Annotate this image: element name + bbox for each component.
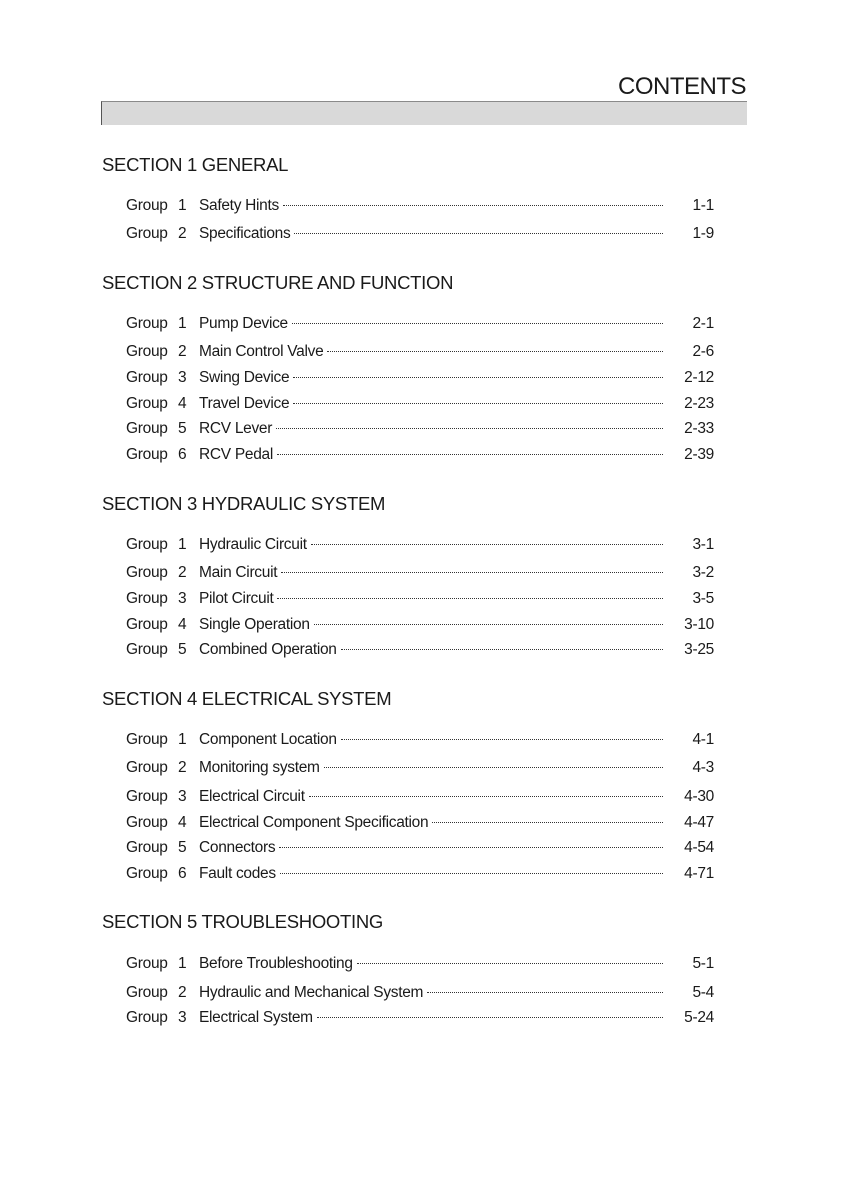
group-word: Group xyxy=(126,395,168,412)
group-word: Group xyxy=(126,759,168,776)
page-number: 5-24 xyxy=(684,1009,714,1026)
entry-title: Swing Device xyxy=(199,369,290,386)
page-number: 4-71 xyxy=(684,865,714,882)
group-word: Group xyxy=(126,814,168,831)
group-number: 3 xyxy=(178,590,187,607)
toc-entry[interactable] xyxy=(126,1008,742,1028)
group-word: Group xyxy=(126,197,168,214)
page-number: 1-9 xyxy=(692,225,714,242)
entry-title: Single Operation xyxy=(199,616,310,633)
page-number: 3-10 xyxy=(684,616,714,633)
group-number: 3 xyxy=(178,1009,187,1026)
entry-title: Hydraulic and Mechanical System xyxy=(199,984,424,1001)
page-number: 2-12 xyxy=(684,369,714,386)
entry-title: Combined Operation xyxy=(199,641,337,658)
dot-leader xyxy=(432,822,663,823)
dot-leader xyxy=(293,377,663,378)
dot-leader xyxy=(294,233,663,234)
dot-leader xyxy=(277,454,663,455)
entry-title: Component Location xyxy=(199,731,337,748)
dot-leader xyxy=(317,1017,663,1018)
entry-title: Electrical Circuit xyxy=(199,788,305,805)
page-number: 2-6 xyxy=(692,343,714,360)
entry-title: Main Control Valve xyxy=(199,343,324,360)
entry-title: Before Troubleshooting xyxy=(199,955,353,972)
dot-leader xyxy=(283,205,663,206)
entry-title: Electrical Component Specification xyxy=(199,814,429,831)
dot-leader xyxy=(309,796,663,797)
entry-title: Main Circuit xyxy=(199,564,278,581)
dot-leader xyxy=(341,739,663,740)
group-number: 6 xyxy=(178,865,187,882)
toc-entry[interactable] xyxy=(126,314,742,334)
page-number: 3-1 xyxy=(692,536,714,553)
group-number: 2 xyxy=(178,984,187,1001)
group-number: 5 xyxy=(178,420,187,437)
dot-leader xyxy=(314,624,663,625)
dot-leader xyxy=(279,847,663,848)
page-number: 4-54 xyxy=(684,839,714,856)
dot-leader xyxy=(293,403,663,404)
group-number: 2 xyxy=(178,564,187,581)
section-title: SECTION 2 STRUCTURE AND FUNCTION xyxy=(102,272,454,293)
toc-entry[interactable] xyxy=(126,535,742,555)
title-bar xyxy=(101,101,747,125)
toc-entry[interactable] xyxy=(126,589,742,609)
section-title: SECTION 3 HYDRAULIC SYSTEM xyxy=(102,493,386,514)
group-number: 2 xyxy=(178,343,187,360)
toc-entry[interactable] xyxy=(126,445,742,465)
dot-leader xyxy=(292,323,663,324)
dot-leader xyxy=(341,649,663,650)
group-number: 3 xyxy=(178,788,187,805)
toc-entry[interactable] xyxy=(126,615,742,635)
entry-title: Fault codes xyxy=(199,865,276,882)
toc-entry[interactable] xyxy=(126,758,742,778)
toc-entry[interactable] xyxy=(126,813,742,833)
group-number: 5 xyxy=(178,839,187,856)
group-number: 1 xyxy=(178,315,187,332)
group-word: Group xyxy=(126,1009,168,1026)
section-title: SECTION 5 TROUBLESHOOTING xyxy=(102,911,384,932)
group-word: Group xyxy=(126,955,168,972)
page-number: 3-2 xyxy=(692,564,714,581)
group-number: 6 xyxy=(178,446,187,463)
page-number: 3-25 xyxy=(684,641,714,658)
page-number: 2-1 xyxy=(692,315,714,332)
page-title: CONTENTS xyxy=(618,73,746,100)
dot-leader xyxy=(277,598,663,599)
group-word: Group xyxy=(126,564,168,581)
group-number: 5 xyxy=(178,641,187,658)
dot-leader xyxy=(324,767,663,768)
group-word: Group xyxy=(126,446,168,463)
group-word: Group xyxy=(126,420,168,437)
toc-entry[interactable] xyxy=(126,864,742,884)
dot-leader xyxy=(357,963,663,964)
toc-entry[interactable] xyxy=(126,419,742,439)
page-number: 2-39 xyxy=(684,446,714,463)
group-word: Group xyxy=(126,315,168,332)
entry-title: Connectors xyxy=(199,839,276,856)
group-number: 4 xyxy=(178,814,187,831)
page-number: 2-33 xyxy=(684,420,714,437)
group-word: Group xyxy=(126,641,168,658)
section-title: SECTION 4 ELECTRICAL SYSTEM xyxy=(102,688,392,709)
toc-entry[interactable] xyxy=(126,983,742,1003)
group-number: 4 xyxy=(178,616,187,633)
toc-entry[interactable] xyxy=(126,563,742,583)
dot-leader xyxy=(276,428,663,429)
toc-entry[interactable] xyxy=(126,342,742,362)
group-word: Group xyxy=(126,536,168,553)
page-number: 4-3 xyxy=(692,759,714,776)
dot-leader xyxy=(427,992,663,993)
entry-title: Safety Hints xyxy=(199,197,279,214)
group-word: Group xyxy=(126,343,168,360)
toc-entry[interactable] xyxy=(126,838,742,858)
group-number: 1 xyxy=(178,536,187,553)
entry-title: Monitoring system xyxy=(199,759,320,776)
page-number: 4-1 xyxy=(692,731,714,748)
entry-title: Travel Device xyxy=(199,395,290,412)
group-word: Group xyxy=(126,616,168,633)
page-number: 4-30 xyxy=(684,788,714,805)
entry-title: Hydraulic Circuit xyxy=(199,536,307,553)
entry-title: Electrical System xyxy=(199,1009,313,1026)
entry-title: Specifications xyxy=(199,225,291,242)
group-word: Group xyxy=(126,984,168,1001)
page-number: 5-4 xyxy=(692,984,714,1001)
group-number: 1 xyxy=(178,731,187,748)
dot-leader xyxy=(311,544,663,545)
group-word: Group xyxy=(126,225,168,242)
page-number: 4-47 xyxy=(684,814,714,831)
dot-leader xyxy=(327,351,663,352)
entry-title: Pump Device xyxy=(199,315,288,332)
toc-entry[interactable] xyxy=(126,394,742,414)
dot-leader xyxy=(280,873,663,874)
group-number: 2 xyxy=(178,225,187,242)
page-number: 5-1 xyxy=(692,955,714,972)
toc-entry[interactable] xyxy=(126,224,742,244)
group-word: Group xyxy=(126,788,168,805)
section-title: SECTION 1 GENERAL xyxy=(102,154,289,175)
group-number: 1 xyxy=(178,197,187,214)
group-word: Group xyxy=(126,865,168,882)
entry-title: Pilot Circuit xyxy=(199,590,274,607)
entry-title: RCV Lever xyxy=(199,420,273,437)
page-number: 2-23 xyxy=(684,395,714,412)
toc-entry[interactable] xyxy=(126,196,742,216)
group-number: 3 xyxy=(178,369,187,386)
group-number: 4 xyxy=(178,395,187,412)
group-number: 1 xyxy=(178,955,187,972)
group-word: Group xyxy=(126,839,168,856)
group-word: Group xyxy=(126,731,168,748)
group-number: 2 xyxy=(178,759,187,776)
dot-leader xyxy=(281,572,663,573)
toc-entry[interactable] xyxy=(126,730,742,750)
group-word: Group xyxy=(126,369,168,386)
group-word: Group xyxy=(126,590,168,607)
page-number: 1-1 xyxy=(692,197,714,214)
toc-entry[interactable] xyxy=(126,954,742,974)
page-number: 3-5 xyxy=(692,590,714,607)
entry-title: RCV Pedal xyxy=(199,446,273,463)
toc-entry[interactable] xyxy=(126,368,742,388)
toc-entry[interactable] xyxy=(126,787,742,807)
toc-entry[interactable] xyxy=(126,640,742,660)
